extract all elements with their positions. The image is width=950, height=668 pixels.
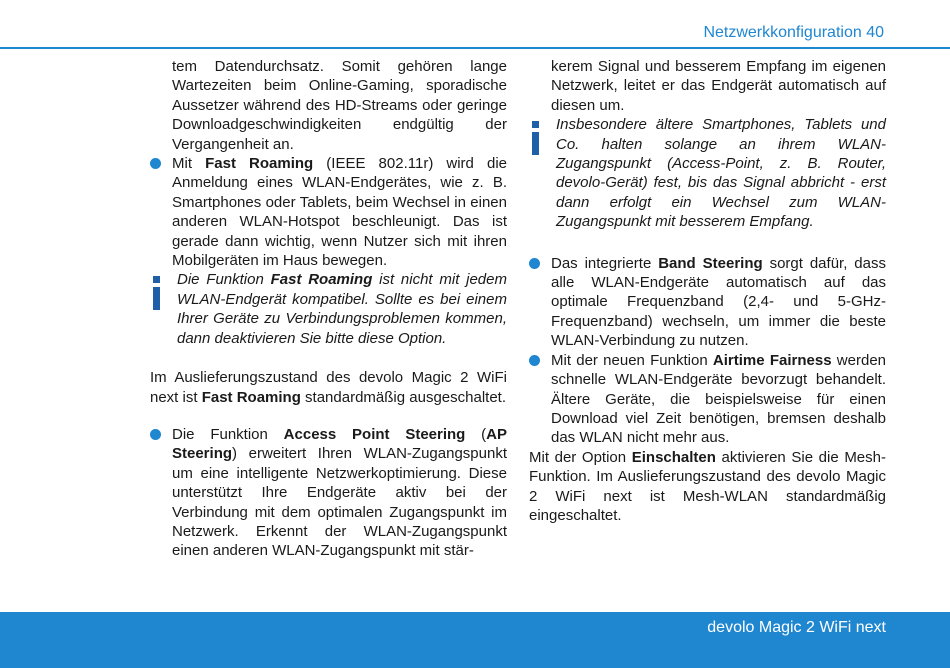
- note-pre: Die Funktion: [177, 271, 271, 289]
- default-state-paragraph: [150, 368, 507, 407]
- fast-roaming-note: [150, 270, 507, 348]
- older-devices-note-text: Insbesondere ältere Smartphones, Tablets und Co. halten solange an ihrem WLAN-Zugangspunkt (Access-Point, z. B. Router, devolo-Gerät) fest, bis das Signal abbricht - erst dann erfolgt ein Wechsel zum WLAN-Zugangspunkt mit besserem Empfang.: [556, 116, 886, 231]
- mesh-pre: Mit der Option: [529, 448, 632, 466]
- bullet-dot-icon: [529, 355, 540, 366]
- ap-steering-post: ) erweitert Ihren WLAN-Zugangspunkt um eine intelligente Netzwerkoptimierung. Diese unterstützt Ihre Endgeräte aktiv bei der Verbindung mit dem optimalen Zugangspunkt im Netzwerk. Erkennt der WLAN-Zugangspunkt einen anderen WLAN-Zugangspunkt mit stär-: [172, 445, 507, 560]
- right-column: [529, 57, 886, 525]
- default-state-pre: Im Auslieferungszustand des devolo Magic 2 WiFi next ist: [150, 369, 507, 406]
- bullet-dot-icon: [150, 158, 161, 169]
- default-state-term: Fast Roaming: [201, 388, 301, 406]
- band-steering-bullet: [529, 254, 886, 351]
- info-icon: [532, 121, 540, 155]
- ap-steering-bullet: [150, 425, 507, 561]
- mesh-paragraph: [529, 448, 886, 526]
- default-state-post: standardmäßig ausgeschaltet.: [300, 388, 506, 406]
- right-continuation-paragraph: kerem Signal und besserem Empfang im eigenen Netzwerk, leitet er das Endgerät automatisch auf diesen um.: [551, 58, 886, 114]
- band-steering-post: sorgt dafür, dass alle WLAN-Endgeräte automatisch auf das optimale Frequenzband (2,4- und 5-GHz-Frequenzband) wechseln, um immer die beste WLAN-Verbindung zu nutzen.: [551, 254, 886, 350]
- band-steering-term: Band Steering: [658, 254, 763, 272]
- fast-roaming-bullet: [150, 154, 507, 270]
- airtime-term: Airtime Fairness: [712, 351, 832, 369]
- page-footer: [0, 612, 950, 668]
- band-steering-pre: Das integrierte: [551, 254, 659, 272]
- airtime-post: werden schnelle WLAN-Endgeräte bevorzugt behandelt. Ältere Geräte, die beispielsweise für einen Download viel Zeit benötigen, bremsen deshalb das WLAN nicht mehr aus.: [551, 351, 887, 447]
- older-devices-note: [529, 115, 886, 231]
- ap-steering-term: Access Point Steering: [283, 425, 466, 443]
- mesh-term: Einschalten: [631, 448, 716, 466]
- fast-roaming-post: (IEEE 802.11r) wird die Anmeldung eines WLAN-Endgerätes, wie z. B. Smartphones oder Tablets, beim Wechsel in einen anderen WLAN-Hotspot beschleunigt. Das ist gerade dann wichtig, wenn Nutzer sich mit ihren Mobilgeräten im Haus bewegen.: [172, 155, 508, 270]
- note-term: Fast Roaming: [270, 271, 373, 289]
- info-icon: [153, 276, 161, 310]
- footer-product-name: devolo Magic 2 WiFi next: [707, 619, 886, 636]
- page-header-title: Netzwerkkonfiguration 40: [703, 24, 884, 41]
- mesh-post: aktivieren Sie die Mesh-Funktion. Im Auslieferungszustand des devolo Magic 2 WiFi next ist Mesh-WLAN standardmäßig eingeschaltet.: [529, 448, 886, 524]
- left-continuation-paragraph: tem Datendurchsatz. Somit gehören lange Wartezeiten beim Online-Gaming, sporadische Aussetzer während des HD-Streams oder geringe Downloadgeschwindigkeiten endgültig der Vergangenheit an.: [172, 58, 507, 153]
- bullet-dot-icon: [529, 258, 540, 269]
- ap-steering-short-term: AP Steering: [172, 425, 508, 463]
- left-column: [150, 57, 507, 561]
- fast-roaming-pre: Mit: [172, 155, 206, 173]
- ap-steering-mid: (: [465, 425, 487, 443]
- airtime-pre: Mit der neuen Funktion: [551, 351, 713, 369]
- airtime-fairness-bullet: [529, 351, 886, 448]
- bullet-dot-icon: [150, 429, 161, 440]
- ap-steering-pre: Die Funktion: [172, 425, 284, 443]
- header-divider: [0, 47, 950, 49]
- note-post: ist nicht mit jedem WLAN-Endgerät kompatibel. Sollte es bei einem Ihrer Geräte zu Verbindungsproblemen kommen, dann deaktivieren Sie bitte diese Option.: [177, 271, 507, 347]
- fast-roaming-term: Fast Roaming: [205, 155, 314, 173]
